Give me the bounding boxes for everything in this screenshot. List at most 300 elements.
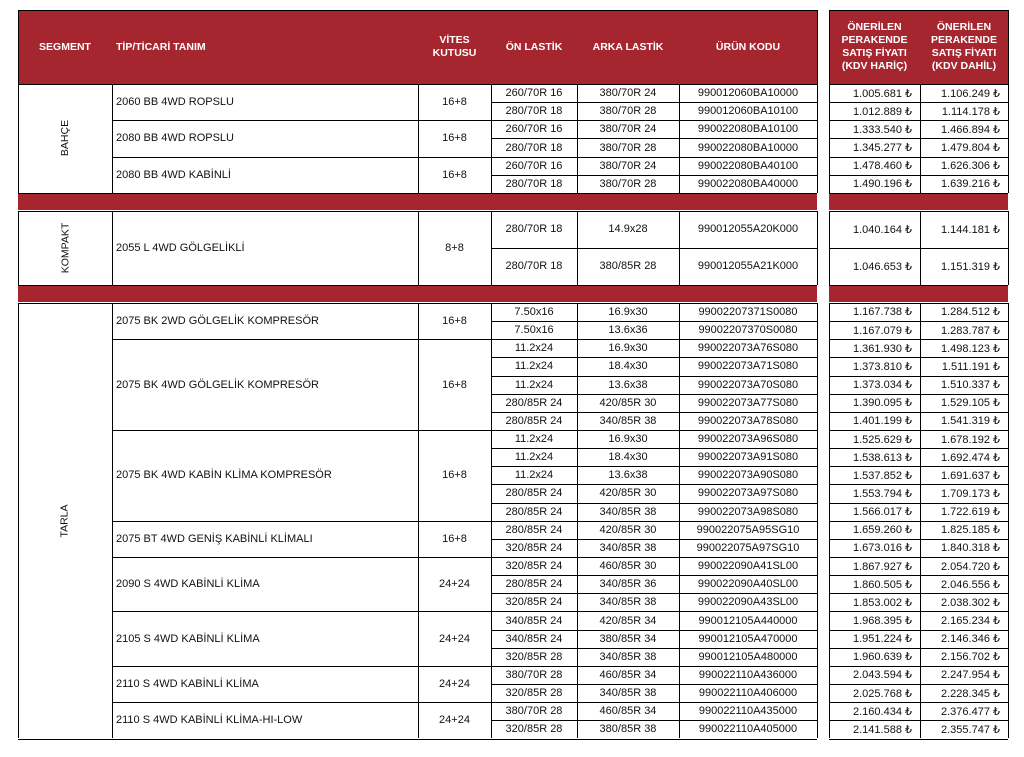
product-code-cell: 99002207371S0080 [698,305,798,318]
model-name-cell: 2075 BK 4WD GÖLGELİK KOMPRESÖR [116,378,319,391]
front-tire-cell: 280/70R 18 [505,141,563,154]
rear-tire-cell: 380/70R 24 [599,123,657,136]
product-code-cell: 990022073A77S080 [697,396,799,409]
grid-line [817,303,818,739]
price-excl-vat-cell: 2.025.768 ₺ [853,687,912,700]
grid-line [491,120,817,121]
product-code-cell: 990022090A43SL00 [697,596,799,609]
model-name-cell: 2080 BB 4WD ROPSLU [116,132,234,145]
grid-line [112,157,491,158]
product-code-cell: 99002207370S0080 [698,324,798,337]
grid-line [491,394,817,395]
price-excl-vat-cell: 1.659.260 ₺ [853,524,912,537]
product-code-cell: 990022073A70S080 [697,378,799,391]
grid-line [829,157,1008,158]
product-code-cell: 990012060BA10100 [697,105,799,118]
grid-line [817,84,818,193]
model-name-cell: 2080 BB 4WD KABİNLİ [116,168,231,181]
header-price-incl-vat-lines [931,21,997,73]
front-tire-cell: 320/85R 28 [505,650,563,663]
grid-line [829,321,1008,322]
grid-line [112,84,113,193]
price-incl-vat-cell: 1.479.804 ₺ [941,142,1000,154]
model-name-cell: 2105 S 4WD KABİNLİ KLİMA [116,632,260,645]
grid-line [829,430,1008,431]
price-excl-vat-cell: 1.333.540 ₺ [853,123,912,136]
product-code-cell: 990022073A96S080 [697,433,799,445]
price-incl-vat-cell: 1.511.191 ₺ [941,360,1000,373]
grid-line [829,611,1008,612]
rear-tire-cell: 18.4x30 [608,360,648,373]
header-gearbox-line: KUTUSU [432,47,477,59]
grid-line [829,539,1008,540]
model-name-cell: 2090 S 4WD KABİNLİ KLİMA [116,578,260,591]
price-incl-vat-cell: 1.151.319 ₺ [941,260,1000,273]
grid-line [829,702,1008,703]
rear-tire-cell: 340/85R 38 [599,596,657,609]
gearbox-cell: 16+8 [442,168,467,181]
grid-line [491,321,817,322]
price-incl-vat-cell: 1.466.894 ₺ [941,123,1000,136]
grid-line [491,557,817,558]
grid-line [829,412,1008,413]
rear-tire-cell: 340/85R 38 [599,505,657,518]
price-incl-vat-cell: 2.247.954 ₺ [941,669,1000,682]
front-tire-cell: 280/70R 18 [505,177,563,190]
front-tire-cell: 260/70R 16 [505,159,563,172]
segment-label: BAHÇE [59,120,71,157]
price-excl-vat-cell: 1.167.738 ₺ [853,306,912,319]
rear-tire-cell: 380/85R 28 [599,260,657,273]
grid-line [112,521,491,522]
gearbox-cell: 16+8 [442,532,467,545]
segment-separator-band [18,286,817,302]
model-name-cell: 2075 BT 4WD GENİŞ KABİNLİ KLİMALI [116,532,313,545]
front-tire-cell: 280/85R 24 [505,505,563,518]
grid-line [491,376,817,377]
product-code-cell: 990022110A405000 [698,723,798,736]
product-code-cell: 990012105A470000 [698,632,798,645]
price-excl-vat-cell: 1.566.017 ₺ [853,506,912,519]
front-tire-cell: 7.50x16 [514,324,554,337]
product-code-cell: 990022110A406000 [698,687,798,700]
grid-line [829,394,1008,395]
price-incl-vat-cell: 1.529.105 ₺ [941,397,1000,410]
header-price-incl-vat-line: ÖNERİLEN [936,21,992,33]
front-tire-cell: 260/70R 16 [505,123,563,136]
grid-line [829,120,1008,121]
model-name-cell: 2110 S 4WD KABİNLİ KLİMA [116,678,259,691]
header-price-excl-vat [829,10,920,84]
header-front-tire: ÖN LASTİK [491,10,577,84]
model-name-cell: 2075 BK 2WD GÖLGELİK KOMPRESÖR [116,315,319,328]
price-excl-vat-cell: 2.160.434 ₺ [853,705,912,718]
front-tire-cell: 320/85R 24 [505,541,563,554]
rear-tire-cell: 340/85R 38 [599,541,657,554]
grid-line [491,648,817,649]
grid-line [1008,84,1009,193]
model-name-cell: 2055 L 4WD GÖLGELİKLİ [116,241,245,254]
price-incl-vat-cell: 1.840.318 ₺ [941,542,1000,555]
price-incl-vat-cell: 1.283.787 ₺ [941,324,1000,337]
grid-line [491,521,817,522]
grid-line [829,448,1008,449]
grid-line [829,466,1008,467]
grid-line [418,303,419,739]
price-excl-vat-cell: 1.478.460 ₺ [853,160,912,173]
price-excl-vat-cell: 1.853.002 ₺ [853,596,912,609]
header-product-code: ÜRÜN KODU [679,10,817,84]
header-segment: SEGMENT [18,10,112,84]
price-excl-vat-cell: 1.490.196 ₺ [853,178,912,191]
model-name-cell: 2060 BB 4WD ROPSLU [116,96,234,109]
grid-line [112,557,491,558]
rear-tire-cell: 13.6x38 [608,378,648,391]
grid-line [491,175,817,176]
price-excl-vat-cell: 1.968.395 ₺ [853,615,912,627]
product-code-cell: 990022080BA40000 [697,177,799,190]
product-code-cell: 990012105A480000 [698,650,798,663]
grid-line [418,211,419,285]
gearbox-cell: 24+24 [439,678,470,691]
header-price-incl-vat-line: PERAKENDE [931,34,997,46]
front-tire-cell: 380/70R 28 [505,668,563,681]
front-tire-cell: 7.50x16 [514,305,554,318]
front-tire-cell: 11.2x24 [514,342,554,355]
grid-line [829,339,1008,340]
rear-tire-cell: 380/70R 24 [599,159,657,172]
grid-line [829,484,1008,485]
price-incl-vat-cell: 1.106.249 ₺ [941,87,1000,100]
product-code-cell: 990012055A20K000 [697,223,799,236]
grid-line [491,702,817,703]
price-incl-vat-cell: 1.722.619 ₺ [941,506,1000,519]
front-tire-cell: 380/70R 28 [505,705,563,718]
price-incl-vat-cell: 2.376.477 ₺ [941,705,1000,718]
price-excl-vat-cell: 1.046.653 ₺ [853,260,912,273]
grid-line [1008,211,1009,285]
grid-line [829,521,1008,522]
front-tire-cell: 11.2x24 [514,469,554,482]
price-incl-vat-cell: 1.691.637 ₺ [941,469,1000,482]
gearbox-cell: 16+8 [442,132,467,145]
price-incl-vat-cell: 2.228.345 ₺ [941,687,1000,700]
header-price-excl-vat-line: PERAKENDE [841,34,908,46]
header-rear-tire: ARKA LASTİK [577,10,679,84]
segment-separator-band [829,286,1008,302]
front-tire-cell: 280/70R 18 [505,260,563,273]
price-incl-vat-cell: 2.054.720 ₺ [941,560,1000,573]
grid-line [1008,10,1009,84]
grid-line [491,303,492,739]
header-price-excl-vat-line: SATIŞ FİYATI [842,47,907,59]
header-gearbox-lines [433,34,477,60]
price-excl-vat-cell: 1.951.224 ₺ [853,633,912,646]
grid-line [491,484,817,485]
price-incl-vat-cell: 1.498.123 ₺ [941,342,1000,355]
rear-tire-cell: 16.9x30 [608,342,648,355]
price-excl-vat-cell: 1.390.095 ₺ [853,397,912,410]
header-price-excl-vat-line: (KDV HARİÇ) [841,60,908,72]
product-code-cell: 990022075A95SG10 [696,523,800,536]
grid-line [829,720,1008,721]
rear-tire-cell: 380/85R 38 [599,723,657,736]
segment-label: TARLA [58,504,71,538]
price-excl-vat-cell: 1.867.927 ₺ [853,560,912,573]
gearbox-cell: 24+24 [439,714,470,727]
grid-line [1008,303,1009,739]
header-gearbox [418,10,491,84]
grid-line [491,357,817,358]
product-code-cell: 990012060BA10000 [697,87,799,100]
price-incl-vat-cell: 2.355.747 ₺ [941,723,1000,736]
grid-line [829,175,1008,176]
grid-line [829,10,830,84]
rear-tire-cell: 14.9x28 [608,223,648,236]
grid-line [829,376,1008,377]
grid-line [817,211,818,285]
grid-line [112,430,491,431]
grid-line [817,10,818,84]
product-code-cell: 990022080BA40100 [697,159,799,172]
rear-tire-cell: 460/85R 34 [599,668,657,681]
rear-tire-cell: 380/70R 28 [599,141,657,154]
gearbox-cell: 24+24 [439,632,470,645]
price-incl-vat-cell: 2.156.702 ₺ [941,651,1000,664]
grid-line [829,684,1008,685]
product-code-cell: 990022073A78S080 [697,414,799,427]
grid-line [829,557,1008,558]
front-tire-cell: 11.2x24 [514,378,554,391]
rear-tire-cell: 340/85R 38 [599,414,657,427]
grid-line [577,211,578,285]
front-tire-cell: 11.2x24 [514,451,554,464]
grid-line [577,303,578,739]
grid-line [577,84,578,193]
grid-line [418,84,419,193]
front-tire-cell: 280/70R 18 [505,223,563,236]
rear-tire-cell: 340/85R 36 [599,578,657,591]
price-incl-vat-cell: 1.825.185 ₺ [941,524,1000,537]
grid-line [18,303,19,739]
price-excl-vat-cell: 2.141.588 ₺ [853,723,912,736]
grid-line [112,611,491,612]
product-code-cell: 990022073A76S080 [697,342,799,355]
rear-tire-cell: 460/85R 30 [599,560,657,573]
grid-line [491,138,817,139]
grid-line [491,430,817,431]
front-tire-cell: 280/85R 24 [505,396,563,409]
grid-line [829,10,1008,11]
rear-tire-cell: 380/85R 34 [599,632,657,645]
price-incl-vat-cell: 1.284.512 ₺ [941,306,1000,319]
grid-line [112,211,113,285]
product-code-cell: 990022073A91S080 [697,451,799,464]
grid-line [829,84,1008,85]
grid-line [18,84,19,193]
grid-line [829,575,1008,576]
grid-line [829,739,1008,740]
grid-line [829,84,830,193]
grid-line [829,666,1008,667]
header-model: TİP/TİCARİ TANIM [112,10,418,84]
rear-tire-cell: 380/70R 28 [599,105,657,118]
header-price-excl-vat-line: ÖNERİLEN [847,21,902,33]
grid-line [679,303,680,739]
rear-tire-cell: 340/85R 38 [599,650,657,663]
grid-line [491,503,817,504]
grid-line [112,339,491,340]
grid-line [829,303,1008,304]
price-excl-vat-cell: 1.525.629 ₺ [853,433,912,446]
product-code-cell: 990022075A97SG10 [696,541,800,554]
price-excl-vat-cell: 1.401.199 ₺ [853,415,912,428]
grid-line [491,248,817,249]
grid-line [679,211,680,285]
grid-line [18,739,817,740]
gearbox-cell: 16+8 [442,469,467,482]
segment-label-cell [18,211,112,285]
price-excl-vat-cell: 1.040.164 ₺ [853,223,912,236]
price-incl-vat-cell: 1.678.192 ₺ [941,433,1000,446]
product-code-cell: 990022073A97S080 [697,487,799,500]
grid-line [829,248,1008,249]
price-incl-vat-cell: 1.709.173 ₺ [941,487,1000,500]
model-name-cell: 2075 BK 4WD KABİN KLİMA KOMPRESÖR [116,469,332,482]
grid-line [112,303,113,739]
rear-tire-cell: 420/85R 34 [599,614,657,627]
grid-line [112,702,491,703]
price-excl-vat-cell: 1.537.852 ₺ [853,469,912,482]
rear-tire-cell: 420/85R 30 [599,396,657,409]
front-tire-cell: 280/70R 18 [505,105,563,118]
front-tire-cell: 11.2x24 [514,360,554,373]
grid-line [491,466,817,467]
grid-line [920,84,921,193]
front-tire-cell: 320/85R 28 [505,723,563,736]
header-gearbox-line: VİTES [439,34,470,46]
rear-tire-cell: 420/85R 30 [599,523,657,536]
price-excl-vat-cell: 1.345.277 ₺ [853,142,912,154]
front-tire-cell: 320/85R 24 [505,560,563,573]
price-excl-vat-cell: 1.361.930 ₺ [853,342,912,355]
grid-line [491,575,817,576]
gearbox-cell: 16+8 [442,378,467,391]
price-excl-vat-cell: 1.373.034 ₺ [853,379,912,392]
grid-line [829,503,1008,504]
grid-line [18,211,19,285]
grid-line [491,102,817,103]
front-tire-cell: 280/85R 24 [505,578,563,591]
grid-line [829,593,1008,594]
front-tire-cell: 260/70R 16 [505,87,563,100]
front-tire-cell: 11.2x24 [514,433,554,445]
rear-tire-cell: 16.9x30 [608,433,648,445]
grid-line [18,10,817,11]
segment-label: KOMPAKT [59,222,71,274]
price-excl-vat-cell: 1.005.681 ₺ [853,87,912,100]
grid-line [491,448,817,449]
rear-tire-cell: 13.6x38 [608,469,648,482]
rear-tire-cell: 16.9x30 [608,305,648,318]
grid-line [829,648,1008,649]
price-incl-vat-cell: 1.626.306 ₺ [941,160,1000,173]
grid-line [829,357,1008,358]
front-tire-cell: 280/85R 24 [505,487,563,500]
header-price-incl-vat [920,10,1008,84]
rear-tire-cell: 380/70R 28 [599,177,657,190]
grid-line [491,412,817,413]
grid-line [112,666,491,667]
product-code-cell: 990022110A435000 [698,705,798,718]
grid-line [920,211,921,285]
product-code-cell: 990022080BA10100 [697,123,799,136]
front-tire-cell: 280/85R 24 [505,414,563,427]
product-code-cell: 990012105A440000 [698,614,798,627]
price-incl-vat-cell: 1.510.337 ₺ [941,379,1000,392]
price-excl-vat-cell: 1.012.889 ₺ [853,105,912,118]
front-tire-cell: 320/85R 24 [505,596,563,609]
grid-line [491,720,817,721]
segment-separator-band [829,194,1008,210]
price-excl-vat-cell: 1.167.079 ₺ [853,324,912,337]
price-incl-vat-cell: 1.541.319 ₺ [941,415,1000,428]
gearbox-cell: 16+8 [442,96,467,109]
grid-line [112,120,491,121]
front-tire-cell: 340/85R 24 [505,614,563,627]
front-tire-cell: 320/85R 28 [505,687,563,700]
grid-line [491,593,817,594]
grid-line [491,630,817,631]
segment-separator-band [18,194,817,210]
rear-tire-cell: 380/70R 24 [599,87,657,100]
grid-line [491,611,817,612]
price-excl-vat-cell: 1.960.639 ₺ [853,651,912,664]
rear-tire-cell: 420/85R 30 [599,487,657,500]
gearbox-cell: 16+8 [442,315,467,328]
segment-label-cell [18,84,112,193]
price-incl-vat-cell: 1.692.474 ₺ [941,451,1000,464]
grid-line [491,84,492,193]
product-code-cell: 990022090A41SL00 [697,560,799,573]
grid-line [920,303,921,739]
header-price-incl-vat-line: SATIŞ FİYATI [931,47,997,59]
price-incl-vat-cell: 1.114.178 ₺ [941,105,1000,118]
price-incl-vat-cell: 2.146.346 ₺ [941,633,1000,646]
price-excl-vat-cell: 1.673.016 ₺ [853,542,912,555]
rear-tire-cell: 13.6x36 [608,324,648,337]
price-incl-vat-cell: 1.639.216 ₺ [941,178,1000,191]
gearbox-cell: 24+24 [439,578,470,591]
grid-line [829,630,1008,631]
price-excl-vat-cell: 2.043.594 ₺ [853,669,912,682]
product-code-cell: 990022080BA10000 [697,141,799,154]
product-code-cell: 990012055A21K000 [697,260,799,273]
price-excl-vat-cell: 1.538.613 ₺ [853,451,912,464]
grid-line [491,666,817,667]
grid-line [829,102,1008,103]
front-tire-cell: 280/85R 24 [505,523,563,536]
price-excl-vat-cell: 1.860.505 ₺ [853,578,912,591]
product-code-cell: 990022073A90S080 [697,469,799,482]
product-code-cell: 990022073A71S080 [697,360,799,373]
price-incl-vat-cell: 2.038.302 ₺ [941,596,1000,609]
grid-line [679,84,680,193]
grid-line [829,211,830,285]
grid-line [18,10,19,84]
price-incl-vat-cell: 1.144.181 ₺ [941,223,1000,236]
rear-tire-cell: 340/85R 38 [599,687,657,700]
